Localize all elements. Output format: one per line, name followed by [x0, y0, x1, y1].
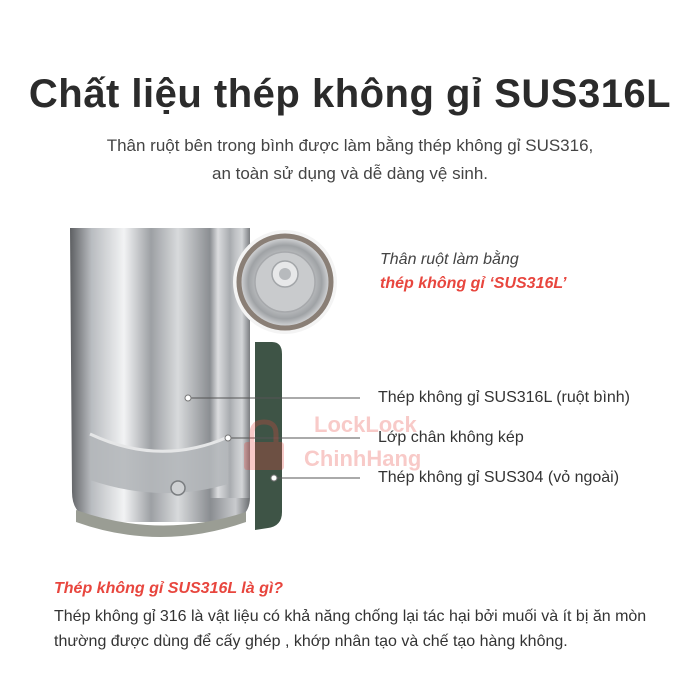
inner-body-callout: [380, 248, 566, 296]
callout-line-text-1: Thân ruột làm bằng: [380, 251, 519, 268]
watermark-text-2: ChinhHang: [304, 446, 422, 471]
page-subtitle: [0, 132, 700, 188]
callout-line-text-2: thép không gỉ ‘SUS316L’: [380, 275, 567, 292]
layer-label-outer: Thép không gỉ SUS304 (vỏ ngoài): [378, 469, 620, 486]
faq-question: Thép không gỉ SUS316L là gì?: [54, 580, 284, 597]
page-title: Chất liệu thép không gỉ SUS316L: [28, 72, 672, 116]
subtitle-line-1: Thân ruột bên trong bình được làm bằng thép không gỉ SUS316,: [106, 136, 594, 155]
faq-answer-line-2: thường được dùng để cấy ghép , khớp nhân tạo và chế tạo hàng không.: [54, 633, 568, 650]
faq-answer-line-1: Thép không gỉ 316 là vật liệu có khả năng chống lại tác hại bởi muối và ít bị ăn mòn: [54, 608, 647, 625]
layer-label-vacuum: Lớp chân không kép: [378, 429, 524, 446]
subtitle-line-2: an toàn sử dụng và dễ dàng vệ sinh.: [211, 164, 489, 183]
layer-label-inner: Thép không gỉ SUS316L (ruột bình): [378, 389, 631, 406]
bottle-cross-section-illustration: [60, 222, 360, 552]
bottom-valve: [171, 481, 185, 495]
watermark-text-1: LockLock: [314, 412, 417, 437]
faq-answer: [54, 604, 674, 654]
